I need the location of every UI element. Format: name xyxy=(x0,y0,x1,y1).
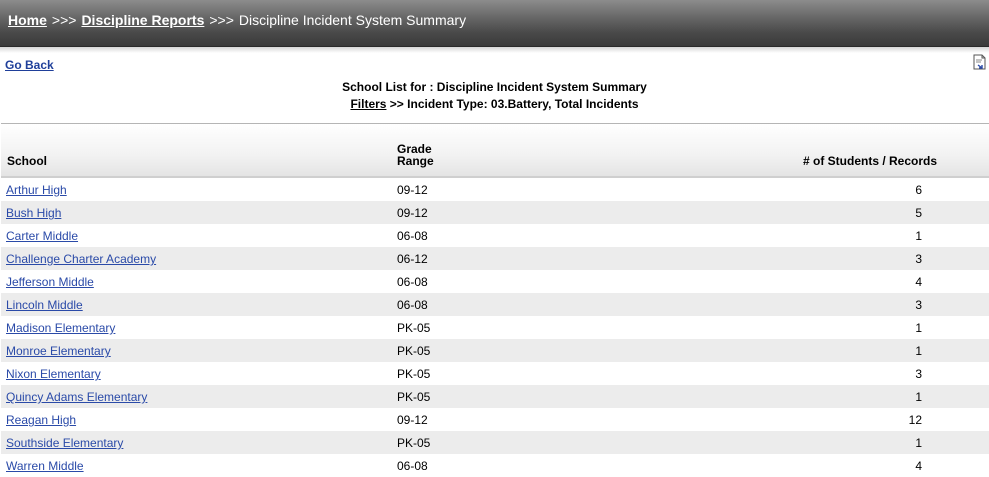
school-link[interactable]: Carter Middle xyxy=(6,229,79,243)
grade-range-cell: 06-08 xyxy=(397,298,428,312)
school-link[interactable]: Southside Elementary xyxy=(6,436,124,450)
count-cell: 3 xyxy=(915,367,922,381)
grade-header-line1: Grade xyxy=(397,142,432,156)
count-cell: 1 xyxy=(915,344,922,358)
table-row xyxy=(1,247,989,270)
column-header-school[interactable]: School xyxy=(7,154,48,168)
grade-range-cell: 06-08 xyxy=(397,275,428,289)
table-row xyxy=(1,270,989,293)
filters-line xyxy=(0,97,989,111)
count-cell: 6 xyxy=(915,183,922,197)
school-link[interactable]: Lincoln Middle xyxy=(6,298,83,312)
school-link[interactable]: Reagan High xyxy=(6,413,77,427)
grade-header-line2: Range xyxy=(397,154,434,168)
breadcrumb-current-page: Discipline Incident System Summary xyxy=(238,12,467,28)
grade-range-cell: 09-12 xyxy=(397,206,428,220)
breadcrumb-separator: >>> xyxy=(51,12,77,28)
grade-range-cell: PK-05 xyxy=(397,390,431,404)
school-link[interactable]: Challenge Charter Academy xyxy=(6,252,157,266)
school-link[interactable]: Nixon Elementary xyxy=(6,367,101,381)
grade-range-cell: PK-05 xyxy=(397,367,431,381)
count-cell: 3 xyxy=(915,252,922,266)
grade-range-cell: PK-05 xyxy=(397,436,431,450)
grade-range-cell: 06-08 xyxy=(397,459,428,473)
breadcrumb xyxy=(8,12,466,28)
header-bar xyxy=(0,0,989,47)
count-cell: 1 xyxy=(915,436,922,450)
column-header-grade-range[interactable] xyxy=(397,143,434,167)
school-link[interactable]: Quincy Adams Elementary xyxy=(6,390,148,404)
breadcrumb-separator: >>> xyxy=(209,12,234,28)
school-link[interactable]: Arthur High xyxy=(6,183,67,197)
table-header xyxy=(1,124,989,178)
count-cell: 4 xyxy=(915,459,922,473)
grade-range-cell: PK-05 xyxy=(397,344,431,358)
column-header-students-records[interactable]: # of Students / Records xyxy=(803,154,938,168)
school-link[interactable]: Madison Elementary xyxy=(6,321,116,335)
table-row xyxy=(1,339,989,362)
grade-range-cell: 06-12 xyxy=(397,252,428,266)
count-cell: 4 xyxy=(915,275,922,289)
report-title: School List for : Discipline Incident System Summary xyxy=(342,80,647,94)
count-cell: 12 xyxy=(908,413,922,427)
table-row xyxy=(1,431,989,454)
table-row xyxy=(1,454,989,477)
count-cell: 1 xyxy=(915,229,922,243)
go-back-link[interactable]: Go Back xyxy=(5,58,54,72)
breadcrumb-home-link[interactable]: Home xyxy=(8,12,47,28)
school-link[interactable]: Warren Middle xyxy=(6,459,84,473)
table-row xyxy=(1,178,989,201)
school-list-table xyxy=(1,123,989,477)
table-row xyxy=(1,293,989,316)
grade-range-cell: PK-05 xyxy=(397,321,431,335)
count-cell: 1 xyxy=(915,390,922,404)
header-shadow xyxy=(0,47,989,53)
count-cell: 3 xyxy=(915,298,922,312)
table-row xyxy=(1,201,989,224)
grade-range-cell: 06-08 xyxy=(397,229,428,243)
breadcrumb-discipline-reports-link[interactable]: Discipline Reports xyxy=(81,12,205,28)
grade-range-cell: 09-12 xyxy=(397,413,428,427)
filters-text: >> Incident Type: 03.Battery, Total Incidents xyxy=(386,97,639,111)
school-link[interactable]: Jefferson Middle xyxy=(6,275,94,289)
filters-link[interactable]: Filters xyxy=(350,97,387,111)
grade-range-cell: 09-12 xyxy=(397,183,428,197)
table-row xyxy=(1,385,989,408)
export-document-icon[interactable] xyxy=(971,54,988,71)
table-row xyxy=(1,408,989,431)
table-row xyxy=(1,224,989,247)
school-link[interactable]: Bush High xyxy=(6,206,62,220)
table-row xyxy=(1,316,989,339)
school-link[interactable]: Monroe Elementary xyxy=(6,344,111,358)
count-cell: 1 xyxy=(915,321,922,335)
count-cell: 5 xyxy=(915,206,922,220)
table-row xyxy=(1,362,989,385)
